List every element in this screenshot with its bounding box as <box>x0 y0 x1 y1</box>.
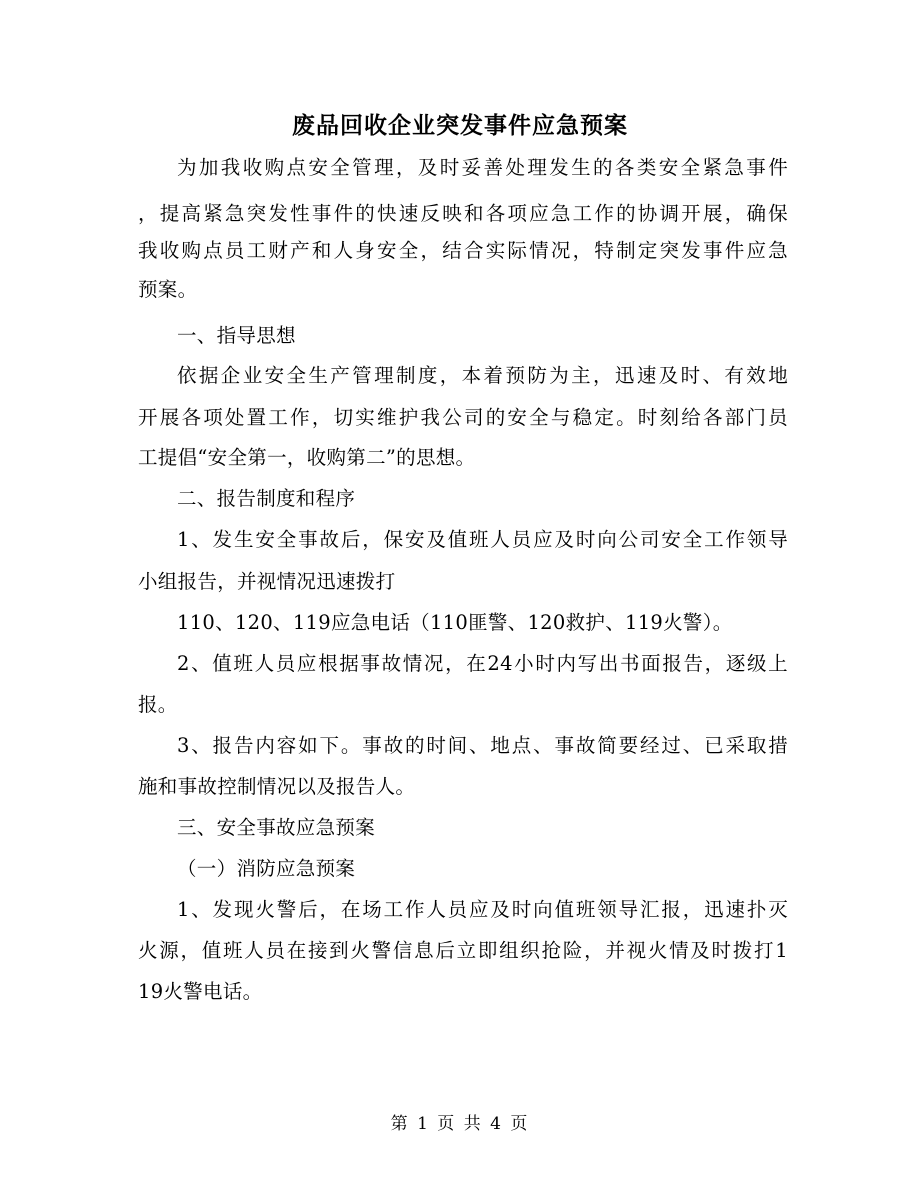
paragraph-line: 依据企业安全生产管理制度，本着预防为主，迅速及时、有效地 <box>177 364 788 387</box>
subsection-heading: （一）消防应急预案 <box>177 857 356 880</box>
paragraph-line: 预案。 <box>138 278 198 301</box>
paragraph-line: 3、报告内容如下。事故的时间、地点、事故简要经过、已采取措 <box>177 734 788 757</box>
paragraph-line: 1、发生安全事故后，保安及值班人员应及时向公司安全工作领导 <box>177 528 788 551</box>
section-heading: 一、指导思想 <box>177 324 296 347</box>
paragraph-line: 报。 <box>138 693 178 716</box>
paragraph-line: ，提高紧急突发性事件的快速反映和各项应急工作的协调开展，确保 <box>138 202 788 225</box>
document-title: 废品回收企业突发事件应急预案 <box>292 112 628 139</box>
paragraph-line: 小组报告，并视情况迅速拨打 <box>138 570 396 593</box>
paragraph-line: 1、发现火警后，在场工作人员应及时向值班领导汇报，迅速扑灭 <box>177 898 788 921</box>
page-footer: 第 1 页 共 4 页 <box>390 1114 530 1134</box>
paragraph-line: 2、值班人员应根据事故情况，在24小时内写出书面报告，逐级上 <box>177 652 788 675</box>
paragraph-line: 为加我收购点安全管理，及时妥善处理发生的各类安全紧急事件 <box>177 156 788 179</box>
paragraph-line: 我收购点员工财产和人身安全，结合实际情况，特制定突发事件应急 <box>138 239 788 262</box>
section-heading: 二、报告制度和程序 <box>177 487 356 510</box>
paragraph-line: 施和事故控制情况以及报告人。 <box>138 775 416 798</box>
paragraph-line: 110、120、119应急电话（110匪警、120救护、119火警）。 <box>177 611 733 634</box>
section-heading: 三、安全事故应急预案 <box>177 816 376 839</box>
paragraph-line: 开展各项处置工作，切实维护我公司的安全与稳定。时刻给各部门员 <box>138 406 788 429</box>
paragraph-line: 工提倡“安全第一，收购第二”的思想。 <box>138 446 476 469</box>
paragraph-line: 19火警电话。 <box>138 980 263 1003</box>
paragraph-line: 火源，值班人员在接到火警信息后立即组织抢险，并视火情及时拨打1 <box>138 939 788 962</box>
